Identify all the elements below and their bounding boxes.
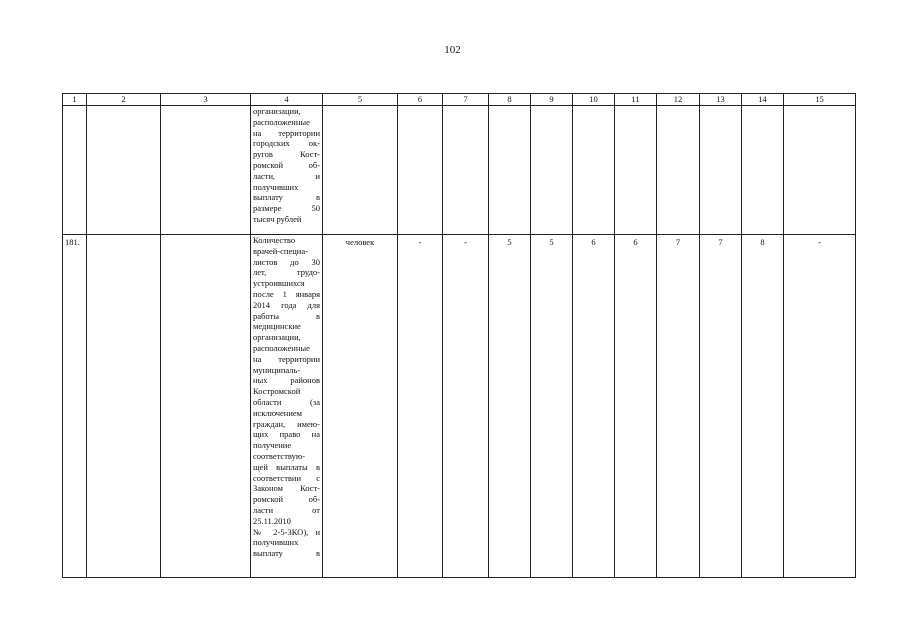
indicator-line: медицинские [253, 321, 301, 332]
indicator-line: Костромской [253, 386, 301, 397]
indicator-line: щей выплаты в [253, 461, 320, 472]
indicator-line: выплату в [253, 548, 320, 559]
value-cell [700, 106, 742, 235]
value-cell: - [443, 235, 489, 578]
indicator-line: после 1 января [253, 288, 320, 299]
value-cell: 6 [615, 235, 657, 578]
value-cell [657, 106, 700, 235]
unit-cell [323, 106, 398, 235]
header-cell: 12 [657, 94, 700, 106]
indicator-line: организации, [253, 106, 301, 116]
page-number: 102 [444, 44, 461, 56]
indicator-line: щих право на [253, 429, 320, 440]
value-cell: 5 [489, 235, 531, 578]
indicator-line: расположенные [253, 342, 310, 353]
value-cell: 7 [657, 235, 700, 578]
indicator-line: соответствую- [253, 450, 306, 461]
value-cell: - [784, 235, 856, 578]
header-cell: 15 [784, 94, 856, 106]
header-cell: 9 [531, 94, 573, 106]
table-row [63, 235, 856, 578]
table-row [63, 106, 856, 235]
indicator-line: получивших [253, 537, 299, 548]
indicator-line: области (за [253, 396, 320, 407]
indicator-line: врачей-специа- [253, 245, 308, 256]
header-cell: 11 [615, 94, 657, 106]
value-cell [531, 106, 573, 235]
indicator-line: тысяч рублей [253, 213, 302, 224]
value-cell: 5 [531, 235, 573, 578]
indicator-line: лет, трудо- [253, 267, 320, 278]
header-cell: 1 [63, 94, 87, 106]
value-cell [443, 106, 489, 235]
indicator-line: 25.11.2010 [253, 515, 291, 526]
indicator-line: исключением [253, 407, 303, 418]
row-number [63, 106, 87, 235]
indicator-line: работы в [253, 310, 320, 321]
indicator-line: выплату в [253, 192, 320, 203]
value-cell [784, 106, 856, 235]
indicator-line: устроившихся [253, 278, 305, 289]
header-cell: 14 [742, 94, 784, 106]
value-cell [573, 106, 615, 235]
indicator-name [251, 106, 323, 235]
unit-cell: человек [323, 235, 398, 578]
indicator-line: ромской об- [253, 159, 320, 170]
value-cell: 8 [742, 235, 784, 578]
indicator-line: размере 50 [253, 203, 320, 214]
header-cell: 2 [87, 94, 161, 106]
value-cell [615, 106, 657, 235]
table-cell [161, 235, 251, 578]
header-row [63, 94, 856, 106]
header-cell: 10 [573, 94, 615, 106]
indicator-line: получение [253, 440, 292, 451]
indicator-line: получивших [253, 181, 299, 192]
indicator-line: ласти, и [253, 170, 320, 181]
value-cell [742, 106, 784, 235]
indicator-line: № 2-5-ЗКО), и [253, 526, 320, 537]
indicator-line: Законом Кост- [253, 483, 320, 494]
indicator-line: ласти от [253, 504, 320, 515]
table-cell [87, 235, 161, 578]
indicator-line: на территории [253, 127, 320, 138]
header-cell: 8 [489, 94, 531, 106]
indicator-line: 2014 года для [253, 299, 320, 310]
value-cell [398, 106, 443, 235]
header-cell: 3 [161, 94, 251, 106]
indicator-line: граждан, имею- [253, 418, 320, 429]
indicator-line: на территории [253, 353, 320, 364]
row-number: 181. [63, 235, 87, 578]
indicator-line: соответствии с [253, 472, 320, 483]
indicator-line: организации, [253, 332, 301, 343]
header-cell: 4 [251, 94, 323, 106]
header-cell: 6 [398, 94, 443, 106]
value-cell: 7 [700, 235, 742, 578]
indicator-line: ругов Кост- [253, 149, 320, 160]
header-cell: 5 [323, 94, 398, 106]
header-cell: 13 [700, 94, 742, 106]
indicator-line: ромской об- [253, 494, 320, 505]
indicator-line: муниципаль- [253, 364, 301, 375]
value-cell [489, 106, 531, 235]
indicator-name [251, 235, 323, 578]
indicator-line: ных районов [253, 375, 320, 386]
indicator-line: листов до 30 [253, 256, 320, 267]
indicator-line: городских ок- [253, 138, 320, 149]
indicator-line: Количество [253, 235, 296, 245]
value-cell: - [398, 235, 443, 578]
table-cell [161, 106, 251, 235]
indicator-line: расположенные [253, 116, 310, 127]
data-table [62, 93, 856, 578]
header-cell: 7 [443, 94, 489, 106]
value-cell: 6 [573, 235, 615, 578]
table-cell [87, 106, 161, 235]
